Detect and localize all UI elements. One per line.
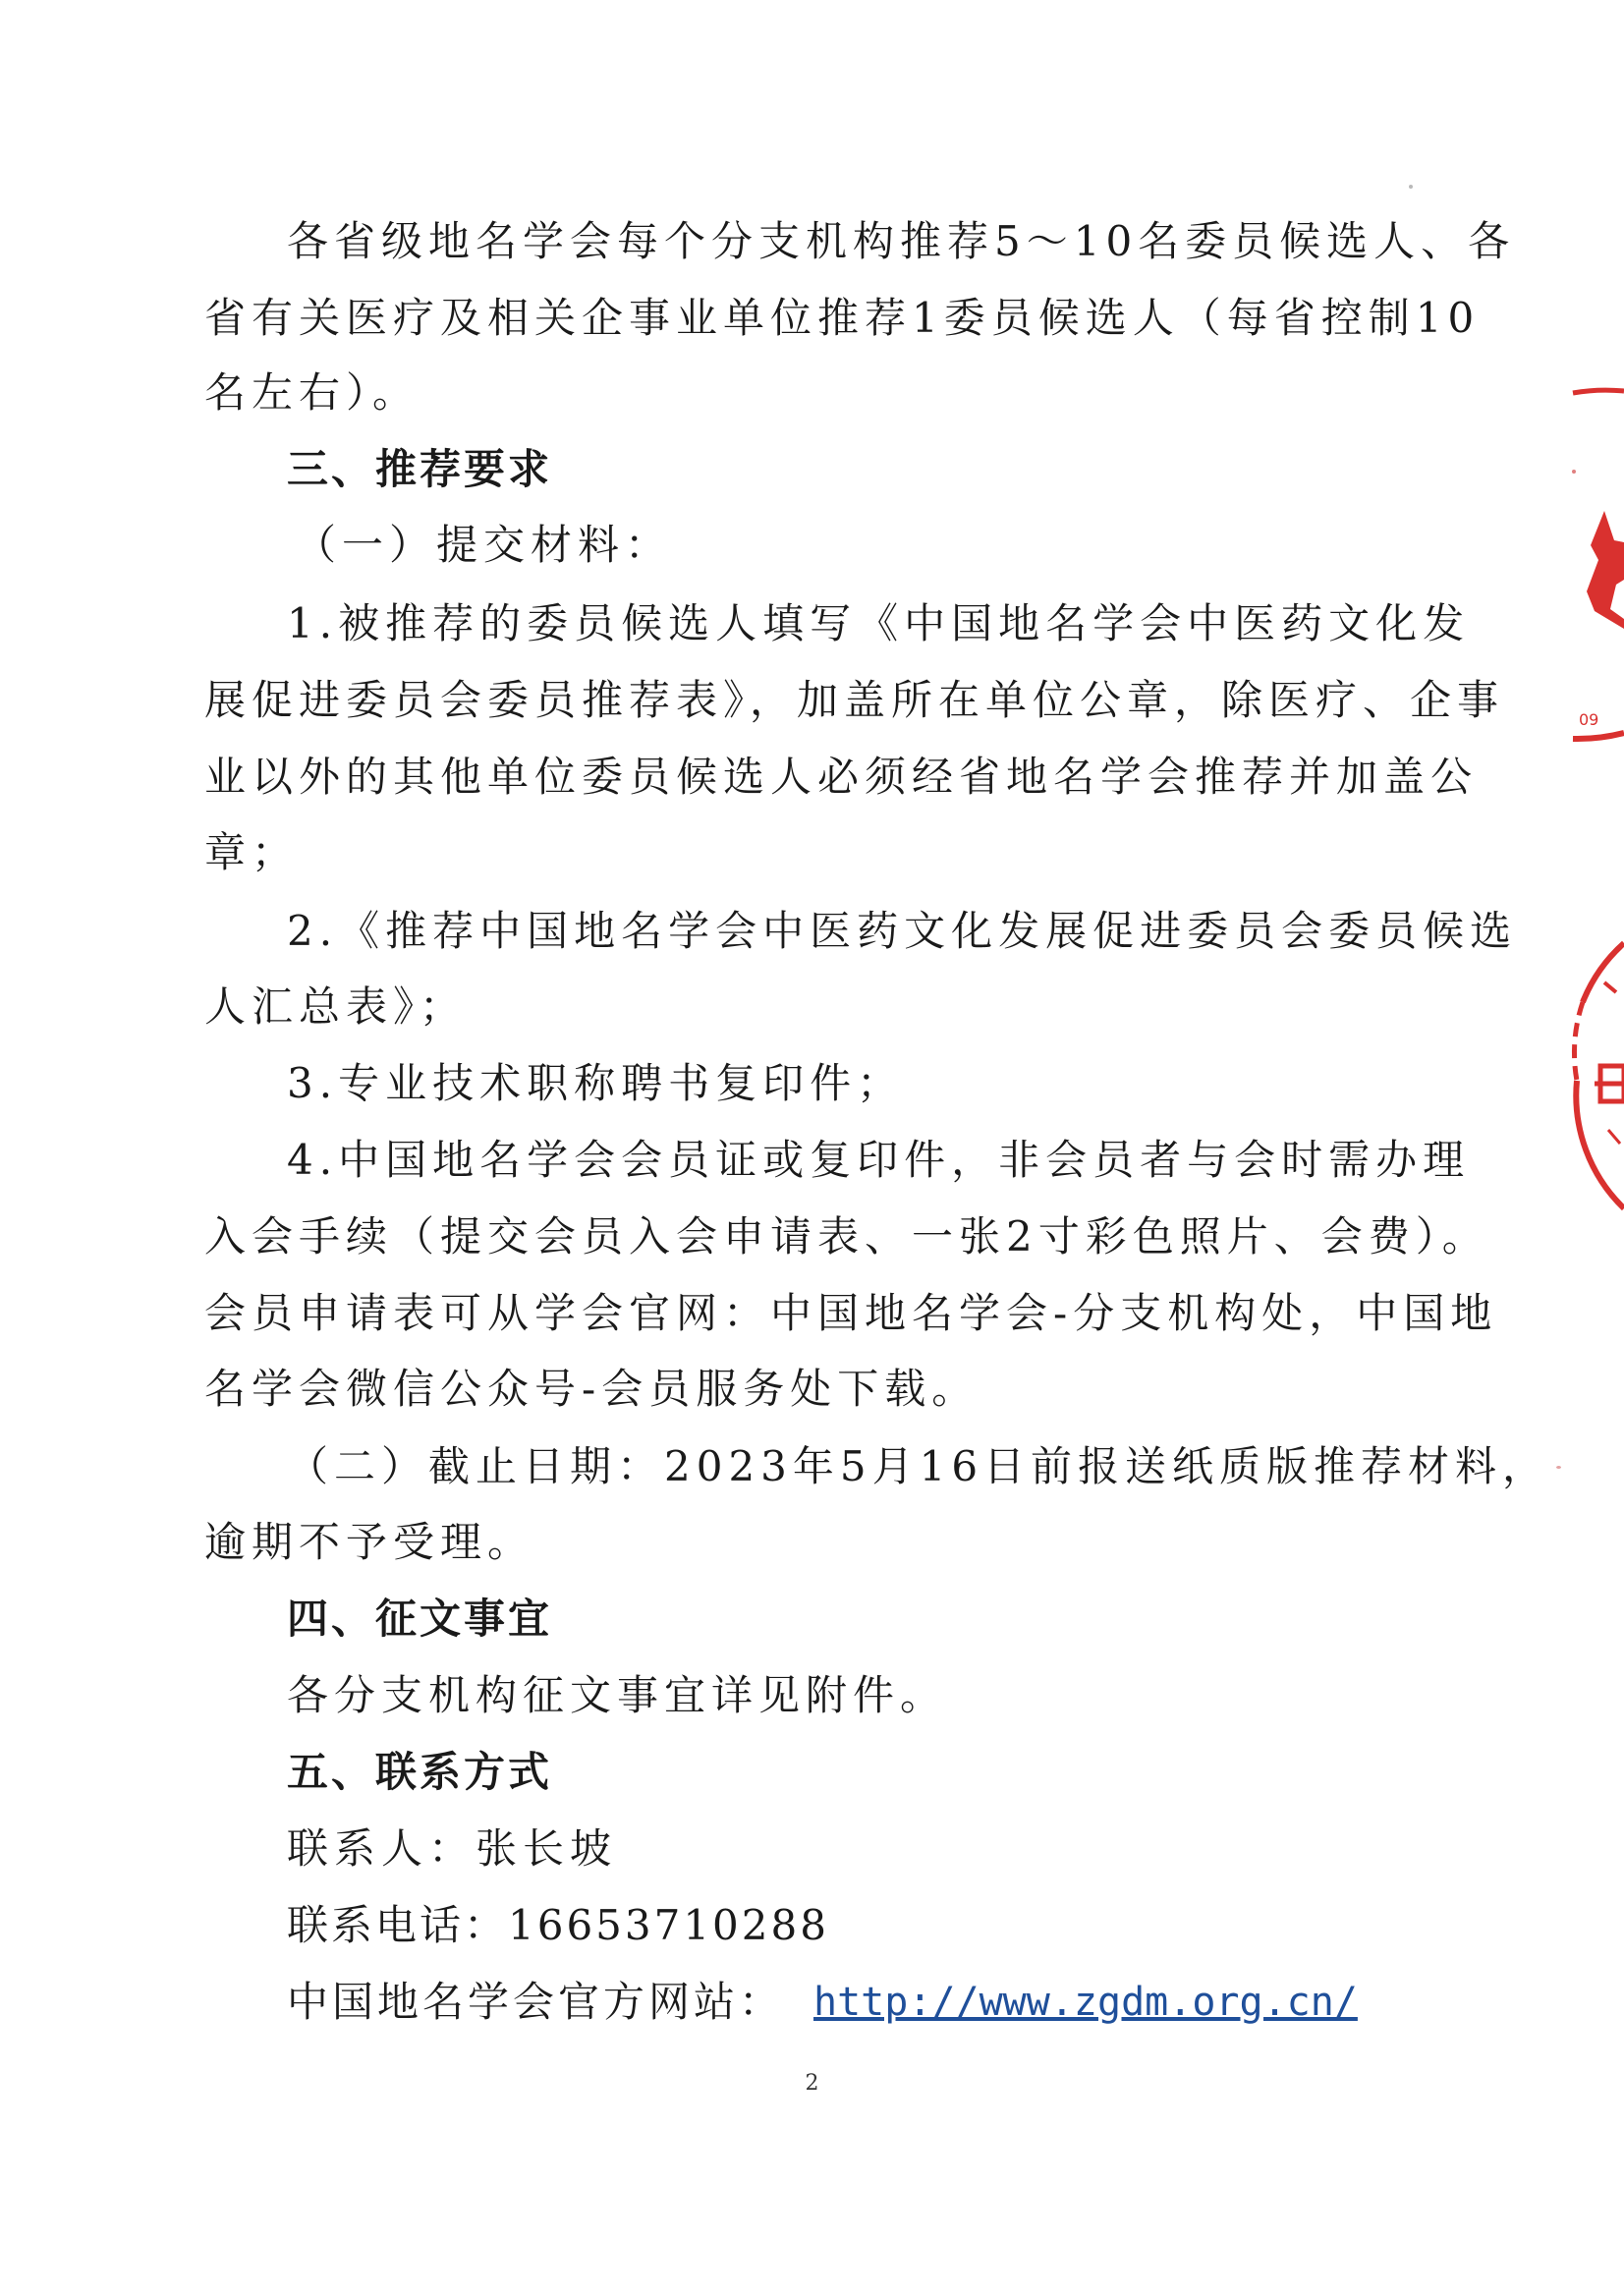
contact-person: 联系人：张长坡 — [287, 1824, 618, 1873]
official-seal-fragment — [1565, 383, 1624, 756]
section-heading-3: 三、推荐要求 — [287, 445, 553, 493]
section-heading-5: 五、联系方式 — [287, 1748, 553, 1796]
list-item-line: 入会手续（提交会员入会申请表、一张2寸彩色照片、会费）。 — [204, 1212, 1489, 1260]
scan-speck — [1556, 1466, 1561, 1469]
body-line: 各省级地名学会每个分支机构推荐5～10名委员候选人、各 — [287, 217, 1516, 265]
body-line: 各分支机构征文事宜详见附件。 — [287, 1671, 948, 1719]
list-item-line: 业以外的其他单位委员候选人必须经省地名学会推荐并加盖公 — [204, 753, 1479, 801]
deadline-line: 逾期不予受理。 — [204, 1518, 535, 1566]
list-item-line: 名学会微信公众号-会员服务处下载。 — [204, 1365, 980, 1413]
list-item-line: 4.中国地名学会会员证或复印件，非会员者与会时需办理 — [287, 1136, 1471, 1184]
body-line: 名左右）。 — [204, 368, 420, 417]
deadline-line: （二）截止日期：2023年5月16日前报送纸质版推荐材料， — [287, 1442, 1550, 1490]
list-item-line: 3.专业技术职称聘书复印件； — [287, 1059, 905, 1107]
contact-phone: 联系电话：16653710288 — [287, 1901, 829, 1949]
scan-speck — [1409, 185, 1413, 189]
website-label: 中国地名学会官方网站： — [287, 1978, 785, 2026]
page-number: 2 — [805, 2071, 819, 2096]
list-item-line: 1.被推荐的委员候选人填写《中国地名学会中医药文化发 — [287, 599, 1471, 647]
seal-digits: 09 — [1579, 710, 1599, 729]
list-item-line: 章； — [204, 828, 300, 876]
body-line: 省有关医疗及相关企事业单位推荐1委员候选人（每省控制10 — [204, 294, 1481, 342]
list-item-line: 人汇总表》； — [204, 982, 468, 1031]
scan-speck — [1572, 470, 1576, 474]
official-seal-fragment — [1565, 924, 1624, 1238]
subsection-heading-1: （一）提交材料： — [295, 521, 673, 569]
list-item-line: 会员申请表可从学会官网：中国地名学会-分支机构处，中国地 — [204, 1289, 1498, 1337]
section-heading-4: 四、征文事宜 — [287, 1595, 553, 1643]
list-item-line: 2.《推荐中国地名学会中医药文化发展促进委员会委员候选 — [287, 907, 1518, 955]
website-link[interactable]: http://www.zgdm.org.cn/ — [813, 1980, 1358, 2025]
list-item-line: 展促进委员会委员推荐表》，加盖所在单位公章，除医疗、企事 — [204, 676, 1505, 724]
